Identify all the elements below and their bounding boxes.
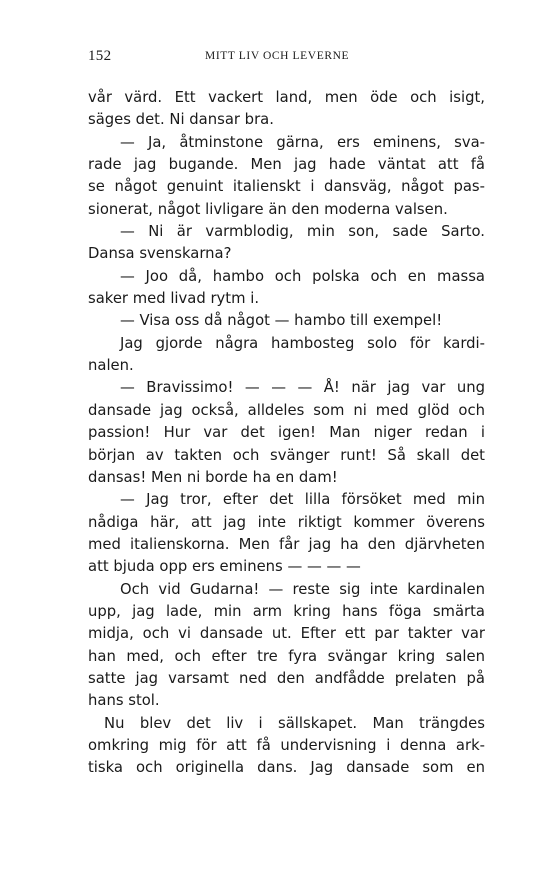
text-line: upp, jag lade, min arm kring hans föga smärta [88,602,485,620]
page-number: 152 [88,48,112,64]
text-line: midja, och vi dansade ut. Efter ett par takter var [88,625,485,643]
text-line: omkring mig för att få undervisning i denna ark- [88,736,485,754]
text-line: passion! Hur var det igen! Man niger redan i [88,424,485,442]
text-line: Dansa svenskarna? [88,245,232,263]
text-line: rade jag bugande. Men jag hade väntat att få [88,156,485,174]
text-line: nådiga här, att jag inte riktigt kommer överens [88,513,485,531]
text-line: — Ja, åtminstone gärna, ers eminens, sva- [120,133,485,151]
text-line: vår värd. Ett vackert land, men öde och isigt, [88,89,485,106]
text-line: satte jag varsamt ned den andfådde prelaten på [88,669,485,687]
page-header [88,48,488,70]
text-line: se något genuint italienskt i dansväg, något pas- [88,178,485,196]
text-line: — Joo då, hambo och polska och en massa [120,267,485,285]
text-line: — Visa oss då något — hambo till exempel! [120,312,443,330]
text-line: sionerat, något livligare än den moderna valsen. [88,200,448,218]
text-line: början av takten och svänger runt! Så skall det [88,446,485,464]
text-line: saker med livad rytm i. [88,290,260,308]
text-line: han med, och efter tre fyra svängar kring salen [88,647,485,665]
text-line: säges det. Ni dansar bra. [88,111,274,129]
text-line: dansas! Men ni borde ha en dam! [88,468,338,486]
text-line: — Jag tror, efter det lilla försöket med min [120,491,485,509]
text-line: att bjuda opp ers eminens — — — — [88,558,361,576]
text-line: med italienskorna. Men får jag ha den djärvheten [88,535,485,553]
text-line: tiska och originella dans. Jag dansade som en [88,759,485,777]
text-line: Nu blev det liv i sällskapet. Man trängdes [104,714,485,732]
text-line: — Bravissimo! — — — Å! när jag var ung [120,379,485,397]
text-line: Och vid Gudarna! — reste sig inte kardinalen [120,580,485,598]
text-line: nalen. [88,357,134,375]
text-line: — Ni är varmblodig, min son, sade Sarto. [120,223,485,241]
text-line: Jag gjorde några hambosteg solo för kardi- [120,334,485,352]
text-line: dansade jag också, alldeles som ni med glöd och [88,401,485,419]
running-head: MITT LIV OCH LEVERNE [205,50,350,62]
text-line: hans stol. [88,692,160,710]
body-text [88,87,485,780]
